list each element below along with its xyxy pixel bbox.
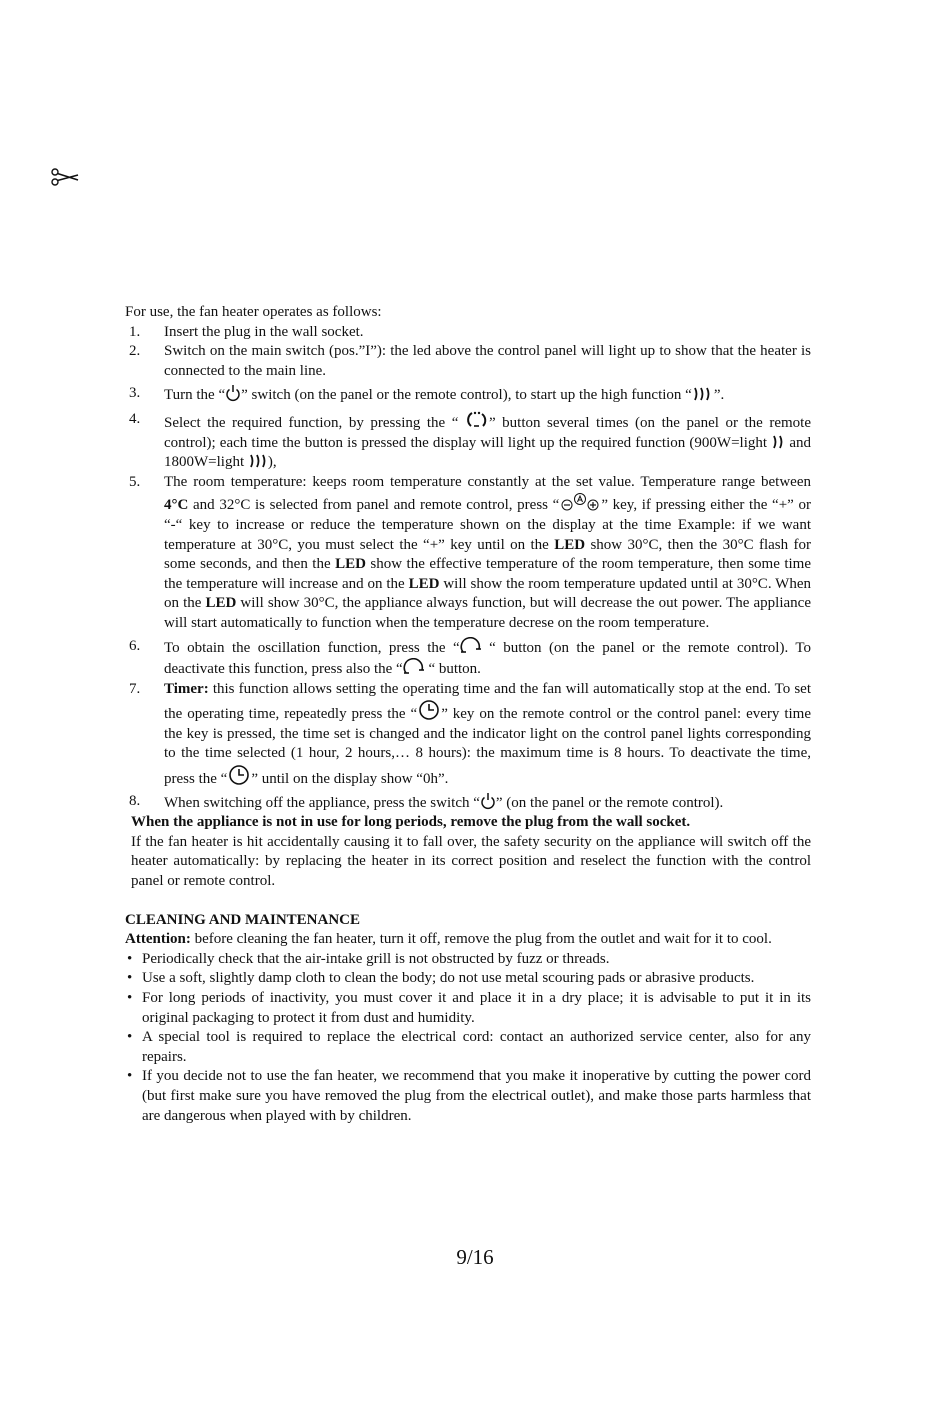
step-6	[125, 637, 811, 680]
step-text: ” switch (on the panel or the remote control), to start up the high function “	[241, 387, 692, 404]
step-2	[125, 342, 811, 381]
step-number: 1.	[129, 323, 141, 340]
attention-text: before cleaning the fan heater, turn it off, remove the plug from the outlet and wait for it to cool.	[190, 931, 772, 948]
oscillation-icon	[403, 658, 425, 676]
cleaning-bullets	[125, 950, 811, 1126]
attention-note	[125, 930, 811, 950]
step-4	[125, 410, 811, 473]
step-8	[125, 792, 811, 814]
bullet-icon: •	[127, 950, 133, 967]
step-text: Insert the plug in the wall socket.	[164, 323, 364, 340]
step-text: ” key, if pressing either the “+” or “-“ key to increase or reduce the temperature shown on the display at the time Example: if we want temperature at 30°C, you must select the “+” key until on the	[164, 497, 811, 553]
step-text: ”.	[713, 387, 725, 404]
step-number: 8.	[129, 792, 141, 809]
step-number: 4.	[129, 410, 141, 427]
list-item-text: Periodically check that the air-intake grill is not obstructed by fuzz or threads.	[142, 950, 610, 967]
step-3	[125, 384, 811, 406]
step-text: Switch on the main switch (pos.”I”): the led above the control panel will light up to show that the heater is connected to the main line.	[164, 343, 811, 379]
step-text: ” button several times (on the panel or the remote control); each time the button is pressed the display will light up the required function (900W=light	[164, 414, 811, 451]
instructions-content	[125, 303, 811, 1126]
step-text: will show 30°C, the appliance always function, but will decrease the out power. The appliance will start automatically to function when the temperature decrese on the room temperature.	[164, 595, 811, 631]
step-number: 7.	[129, 680, 141, 697]
attention-label: Attention:	[125, 931, 191, 948]
step-text-bold: LED	[335, 556, 366, 573]
heat-high-icon	[692, 386, 714, 402]
step-text: ” key on the remote control or the control panel: every time the key is pressed, the time set is changed and the indicator light on the control panel lights corresponding to the time selected (1 hour, 2 hours,… 8 hours): the maximum time is 8 hours. To deactivate the time, press the “	[164, 706, 812, 788]
step-text: show the effective temperature of the room temperature, then some time the temperature will increase and on the	[164, 556, 811, 592]
bullet-icon: •	[127, 1029, 133, 1046]
step-text-bold: 4°C	[164, 497, 189, 514]
step-5	[125, 473, 811, 634]
step-text-bold: LED	[408, 575, 440, 592]
fall-notice: If the fan heater is hit accidentally causing it to fall over, the safety security on the appliance will switch off the heater automatically: by replacing the heater in its correct position and reselect the function with the control panel or remote control.	[131, 833, 811, 890]
scissors-icon	[50, 166, 80, 188]
intro-text: For use, the fan heater operates as follows:	[125, 304, 382, 320]
step-number: 2.	[129, 343, 141, 360]
step-text: and 1800W=light	[164, 434, 811, 471]
function-cycle-icon	[465, 410, 489, 430]
step-text: show 30°C, then the 30°C flash for some seconds, and then the	[164, 536, 811, 573]
step-text: Turn the “	[164, 387, 226, 404]
oscillation-icon	[460, 637, 482, 655]
bullet-icon: •	[127, 970, 133, 987]
heat-low-icon	[771, 434, 785, 450]
list-item-text: For long periods of inactivity, you must cover it and place it in a dry place; it is advisable to put it in its original packaging to protect it from dust and humidity.	[142, 990, 811, 1026]
unplug-warning: When the appliance is not in use for long periods, remove the plug from the wall socket.	[131, 814, 691, 831]
step-7	[125, 680, 811, 790]
step-text: When switching off the appliance, press the switch “	[164, 794, 480, 811]
step-text: will show the room temperature updated until at 30°C. When on the	[164, 575, 811, 612]
step-text: ” (on the panel or the remote control).	[495, 794, 724, 811]
timer-icon	[227, 764, 251, 786]
list-item-text: If you decide not to use the fan heater, we recommend that you make it inoperative by cutting the power cord (but first make sure you have removed the plug from the electrical outlet), and make those parts harmless that are dangerous when played with by children.	[142, 1068, 811, 1124]
step-text-bold: LED	[554, 536, 586, 553]
step-number: 3.	[129, 385, 141, 402]
bullet-icon: •	[127, 990, 133, 1006]
list-item	[125, 989, 811, 1028]
power-icon	[480, 792, 496, 810]
step-text: To obtain the oscillation function, press the “	[164, 639, 460, 656]
temperature-keys-icon	[559, 492, 601, 512]
timer-icon	[417, 699, 441, 721]
page-number: 9/16	[456, 1245, 494, 1269]
list-item-text: Use a soft, slightly damp cloth to clean the body; do not use metal scouring pads or abrasive products.	[142, 970, 755, 987]
step-text: The room temperature: keeps room temperature constantly at the set value. Temperature range between	[164, 473, 811, 490]
steps-list	[125, 323, 811, 814]
step-number: 5.	[129, 473, 141, 490]
step-text-bold: Timer:	[164, 680, 209, 697]
list-item	[125, 1028, 811, 1067]
list-item	[125, 969, 811, 989]
step-1	[125, 323, 811, 343]
power-icon	[225, 384, 241, 402]
bullet-icon: •	[127, 1068, 133, 1085]
step-text: this function allows setting the operating time and the fan will automatically stop at the end. To set the operating time, repeatedly press the “	[164, 680, 811, 723]
step-text-bold: LED	[205, 595, 237, 612]
list-item-text: A special tool is required to replace the electrical cord: contact an authorized service center, also for any repairs.	[142, 1029, 811, 1065]
list-item	[125, 950, 811, 970]
heat-high-icon	[248, 453, 268, 469]
step-text: ” until on the display show “0h”.	[251, 771, 449, 788]
step-text: “ button.	[424, 661, 481, 678]
step-number: 6.	[129, 637, 141, 654]
list-item	[125, 1067, 811, 1126]
step-text: Select the required function, by pressing the “	[164, 414, 465, 431]
step-text: “ button (on the panel or the remote control). To deactivate this function, press also the “	[164, 639, 811, 678]
step-text: ),	[267, 454, 277, 471]
step-text: and 32°C is selected from panel and remote control, press “	[188, 497, 560, 514]
section-title-cleaning: CLEANING AND MAINTENANCE	[125, 911, 361, 928]
